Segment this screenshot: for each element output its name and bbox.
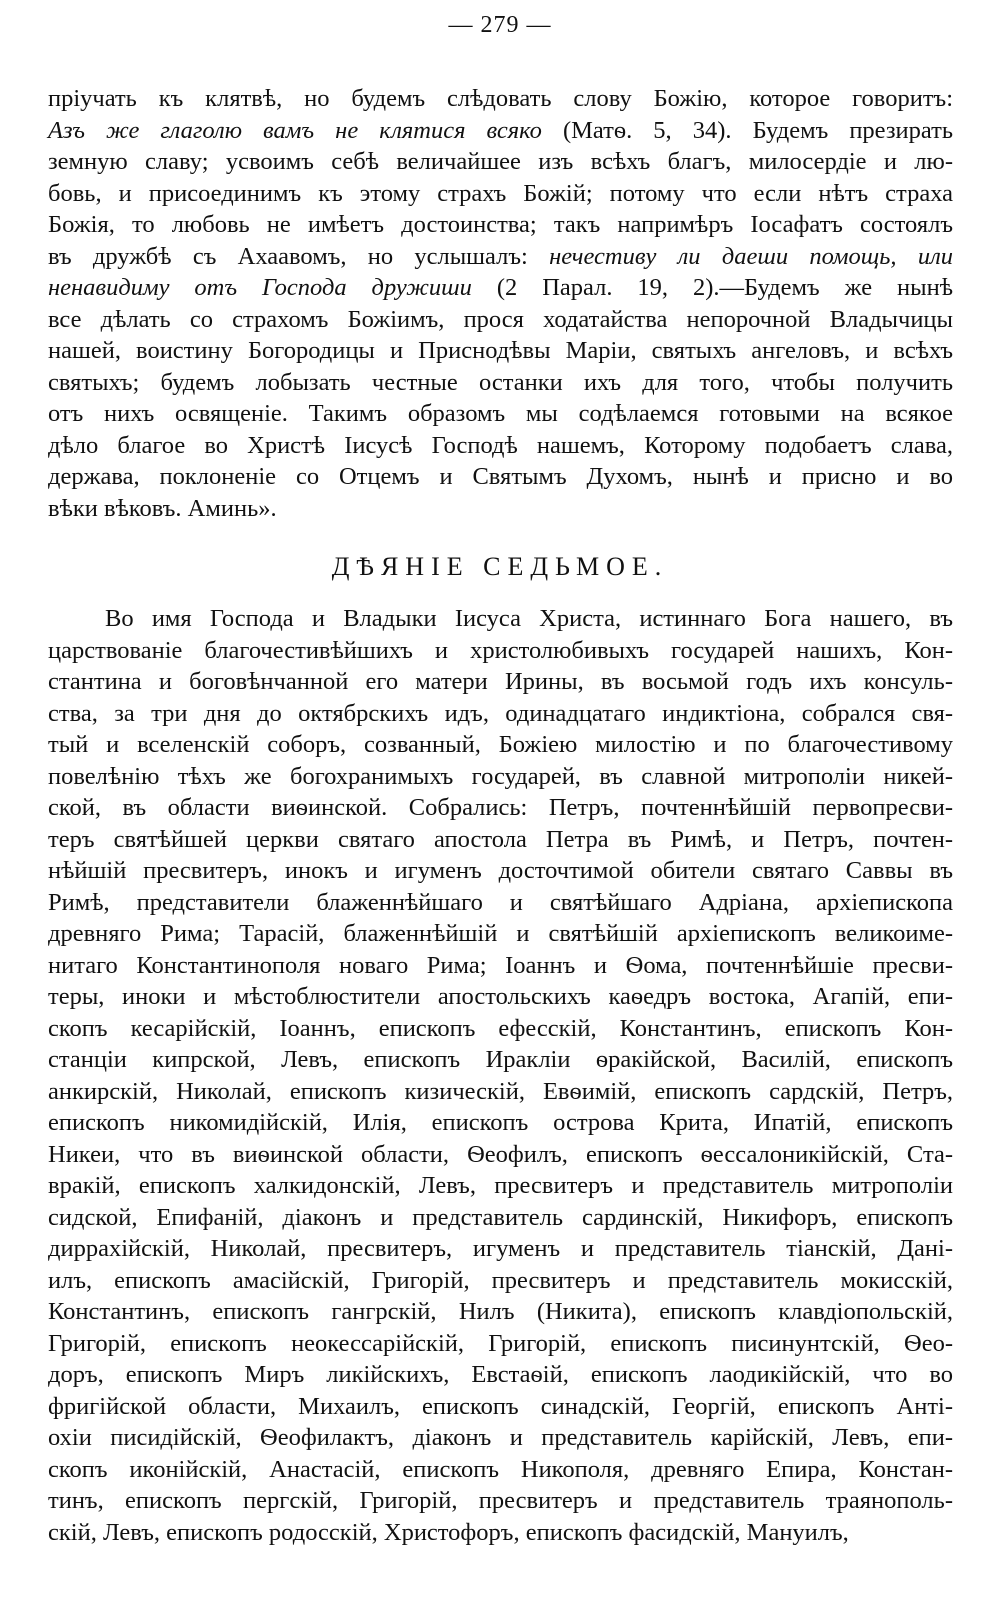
- text-line: станціи кипрской, Левъ, епископъ Иракліи ѳракійской, Василій, епископъ: [48, 1046, 953, 1073]
- text-line: диррахійскій, Николай, пресвитеръ, игуменъ и представитель тіанскій, Дані-: [48, 1235, 953, 1262]
- main-paragraph: [48, 603, 953, 1548]
- text-line: нитаго Константинополя новаго Рима; Іоаннъ и Ѳома, почтеннѣйшіе пресви-: [48, 951, 953, 979]
- text-line: все дѣлать со страхомъ Божіимъ, прося ходатайства непорочной Владычицы: [48, 305, 953, 333]
- text-line: святыхъ; будемъ лобызать честные останки ихъ для того, чтобы получить: [48, 368, 953, 396]
- text-line: нѣйшій пресвитеръ, инокъ и игуменъ досточтимой обители святаго Саввы въ: [48, 857, 953, 884]
- text-line: дѣло благое во Христѣ Іисусѣ Господѣ нашемъ, Которому подобаетъ слава,: [48, 431, 953, 459]
- text-line: вракій, епископъ халкидонскій, Левъ, пресвитеръ и представитель митрополіи: [48, 1172, 953, 1199]
- text-line: епископъ никомидійскій, Илія, епископъ острова Крита, Ипатій, епископъ: [48, 1109, 953, 1136]
- text-line: нашей, воистину Богородицы и Приснодѣвы Маріи, святыхъ ангеловъ, и всѣхъ: [48, 337, 953, 364]
- text-line: сидской, Епифаній, діаконъ и представитель сардинскій, Никифоръ, епископъ: [48, 1203, 953, 1231]
- text-line: ства, за три дня до октябрскихъ идъ, одинадцатаго индиктіона, собрался свя-: [48, 699, 953, 727]
- text-line: Азъ же глаголю вамъ не клятися всяко (Матѳ. 5, 34). Будемъ презирать: [48, 116, 954, 144]
- text-line: Константинъ, епископъ гангрскій, Нилъ (Никита), епископъ клавдіопольскій,: [48, 1298, 953, 1325]
- text-line: земную славу; усвоимъ себѣ величайшее изъ всѣхъ благъ, милосердіе и лю-: [48, 148, 953, 175]
- text-line: держава, поклоненіе со Отцемъ и Святымъ Духомъ, нынѣ и присно и во: [48, 463, 953, 490]
- text-line: ненавидиму отъ Господа дружиши (2 Парал. 19, 2).—Будемъ же нынѣ: [48, 274, 953, 301]
- text-line: древняго Рима; Тарасій, блаженнѣйшій и святѣйшій архіепископъ великоиме-: [48, 920, 953, 947]
- text-line: въ дружбѣ съ Ахаавомъ, но услышалъ: нечестиву ли даеши помощь, или: [48, 242, 953, 270]
- text-line: тый и вселенскій соборъ, созванный, Божіею милостію и по благочестивому: [48, 731, 953, 758]
- text-line: фригійской области, Михаилъ, епископъ синадскій, Георгій, епископъ Анті-: [48, 1392, 953, 1420]
- text-line: илъ, епископъ амасійскій, Григорій, пресвитеръ и представитель мокисскій,: [48, 1266, 953, 1294]
- text-line: теръ святѣйшей церкви святаго апостола Петра въ Римѣ, и Петръ, почтен-: [48, 825, 953, 853]
- text-line: Римѣ, представители блаженнѣйшаго и святѣйшаго Адріана, архіепископа: [48, 888, 953, 916]
- page-number: — 279 —: [448, 12, 552, 38]
- text-line: Григорій, епископъ неокессарійскій, Григорій, епископъ писинунтскій, Ѳео-: [48, 1329, 953, 1357]
- text-line: Во имя Господа и Владыки Іисуса Христа, истиннаго Бога нашего, въ: [105, 605, 953, 632]
- text-line: ской, въ области виѳинской. Собрались: Петръ, почтеннѣйшій первопресви-: [48, 794, 953, 821]
- text-line: анкирскій, Николай, епископъ кизическій, Евѳимій, епископъ сардскій, Петръ,: [48, 1077, 953, 1105]
- text-line: тинъ, епископъ пергскій, Григорій, пресвитеръ и представитель траянополь-: [48, 1487, 953, 1514]
- text-line: пріучать къ клятвѣ, но будемъ слѣдовать слову Божію, которое говоритъ:: [48, 85, 953, 112]
- text-line: стантина и боговѣнчанной его матери Ирины, въ восьмой годъ ихъ консуль-: [48, 668, 953, 695]
- text-line: охіи писидійскій, Ѳеофилактъ, діаконъ и представитель карійскій, Левъ, епи-: [48, 1424, 953, 1451]
- section-heading: ДѢЯНІЕ СЕДЬМОЕ.: [331, 552, 669, 581]
- text-line: бовь, и присоединимъ къ этому страхъ Божій; потому что если нѣтъ страха: [48, 179, 953, 207]
- text-line: теры, иноки и мѣстоблюстители апостольскихъ каѳедръ востока, Агапій, епи-: [48, 983, 953, 1010]
- text-line: Божія, то любовь не имѣетъ достоинства; такъ напримѣръ Іосафатъ состоялъ: [48, 211, 953, 238]
- text-line: скій, Левъ, епископъ родосскій, Христофоръ, епископъ фасидскій, Мануилъ,: [48, 1518, 849, 1546]
- continuation-paragraph: [48, 83, 953, 524]
- text-line: Никеи, что въ виѳинской области, Ѳеофилъ, епископъ ѳессалоникійскій, Ста-: [48, 1140, 953, 1168]
- text-line: повелѣнію тѣхъ же богохранимыхъ государей, въ славной митрополіи никей-: [48, 762, 953, 790]
- text-line: царствованіе благочестивѣйшихъ и христолюбивыхъ государей нашихъ, Кон-: [48, 636, 953, 664]
- text-line: скопъ иконійскій, Анастасій, епископъ Никополя, древняго Епира, Констан-: [48, 1455, 953, 1483]
- text-line: скопъ кесарійскій, Іоаннъ, епископъ ефесскій, Константинъ, епископъ Кон-: [48, 1014, 953, 1042]
- text-line: вѣки вѣковъ. Аминь».: [48, 494, 277, 522]
- text-line: отъ нихъ освященіе. Такимъ образомъ мы содѣлаемся готовыми на всякое: [48, 400, 953, 427]
- text-line: доръ, епископъ Миръ ликійскихъ, Евстаѳій, епископъ лаодикійскій, что во: [48, 1361, 953, 1388]
